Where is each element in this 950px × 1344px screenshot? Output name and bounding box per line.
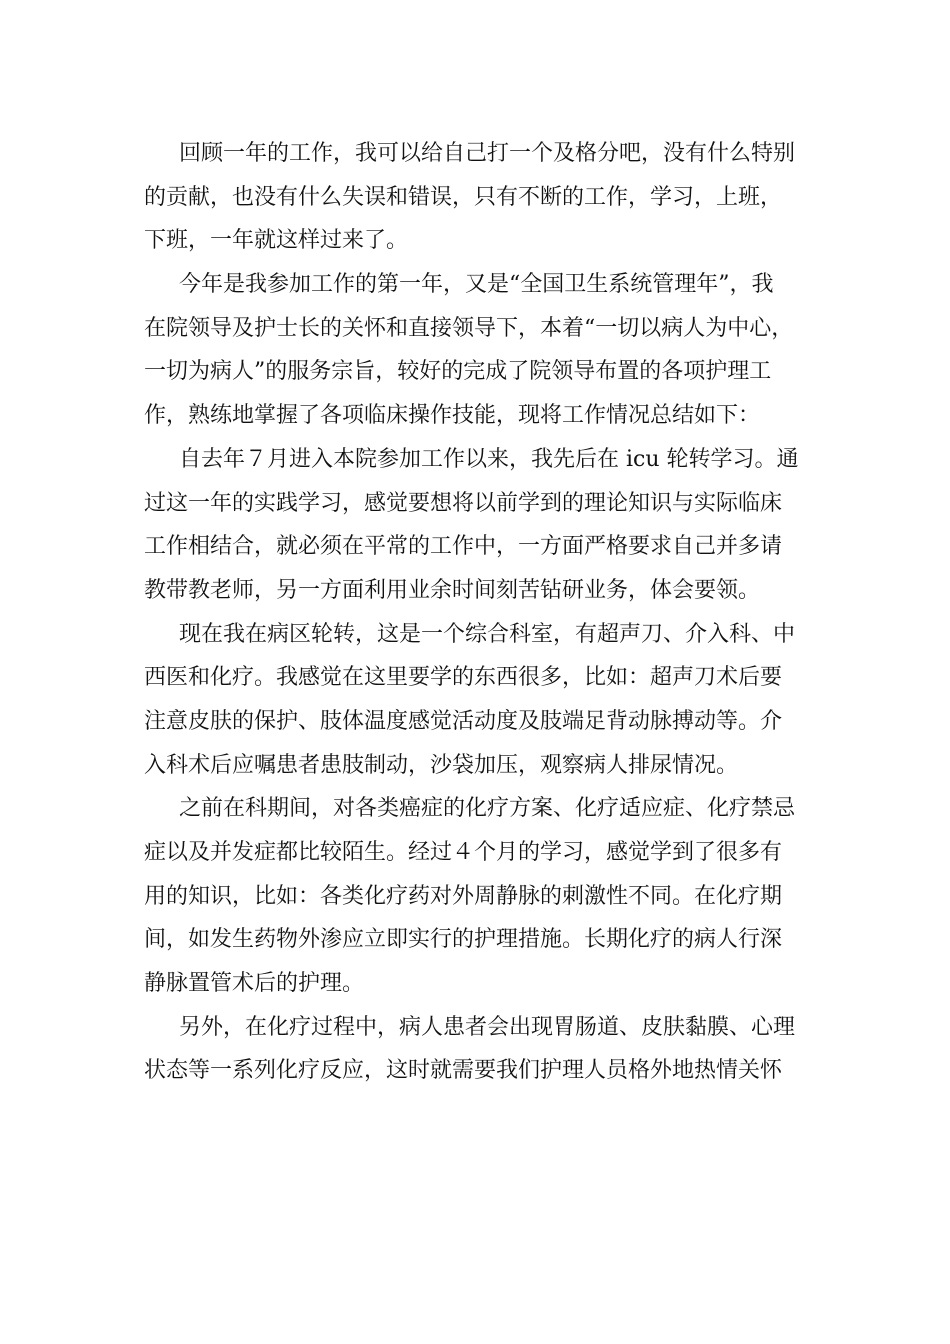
text-line: 现在我在病区轮转，这是一个综合科室，有超声刀、介入科、中	[179, 621, 796, 647]
paragraph	[144, 787, 808, 1005]
text-line: 之前在科期间，对各类癌症的化疗方案、化疗适应症、化疗禁忌	[179, 796, 796, 822]
paragraph	[144, 263, 808, 438]
text-line: 在院领导及护士长的关怀和直接领导下，本着“一切以病人为中心，	[144, 315, 794, 341]
text-line: 一切为病人”的服务宗旨，较好的完成了院领导布置的各项护理工	[144, 359, 772, 385]
text-line: 工作相结合，就必须在平常的工作中，一方面严格要求自己并多请	[144, 534, 783, 560]
paragraph	[144, 1006, 808, 1093]
document-body	[144, 132, 808, 1093]
text-line: 下班，一年就这样过来了。	[144, 228, 409, 254]
paragraph	[144, 132, 808, 263]
paragraph	[144, 613, 808, 788]
text-line: 的贡献，也没有什么失误和错误，只有不断的工作，学习，上班，	[144, 184, 783, 210]
text-line: 过这一年的实践学习，感觉要想将以前学到的理论知识与实际临床	[144, 490, 783, 516]
text-line: 作，熟练地掌握了各项临床操作技能，现将工作情况总结如下：	[144, 403, 761, 429]
text-line: 回顾一年的工作，我可以给自己打一个及格分吧，没有什么特别	[179, 141, 796, 166]
text-line: 教带教老师，另一方面利用业余时间刻苦钻研业务，体会要领。	[144, 577, 761, 603]
text-line: 自去年７月进入本院参加工作以来，我先后在 icu 轮转学习。通	[179, 446, 799, 472]
text-line: 症以及并发症都比较陌生。经过４个月的学习，感觉学到了很多有	[144, 840, 783, 865]
text-line: 间，如发生药物外渗应立即实行的护理措施。长期化疗的病人行深	[144, 927, 783, 953]
text-line: 今年是我参加工作的第一年，又是“全国卫生系统管理年”，我	[179, 272, 774, 298]
text-line: 另外，在化疗过程中，病人患者会出现胃肠道、皮肤黏膜、心理	[179, 1014, 796, 1040]
text-line: 注意皮肤的保护、肢体温度感觉活动度及肢端足背动脉搏动等。介	[144, 708, 783, 734]
text-line: 状态等一系列化疗反应，这时就需要我们护理人员格外地热情关怀	[144, 1058, 783, 1084]
paragraph	[144, 438, 808, 613]
text-line: 静脉置管术后的护理。	[144, 971, 365, 997]
text-line: 入科术后应嘱患者患肢制动，沙袋加压，观察病人排尿情况。	[144, 752, 739, 778]
text-line: 用的知识，比如：各类化疗药对外周静脉的刺激性不同。在化疗期	[144, 883, 783, 909]
text-line: 西医和化疗。我感觉在这里要学的东西很多，比如：超声刀术后要	[144, 665, 783, 691]
